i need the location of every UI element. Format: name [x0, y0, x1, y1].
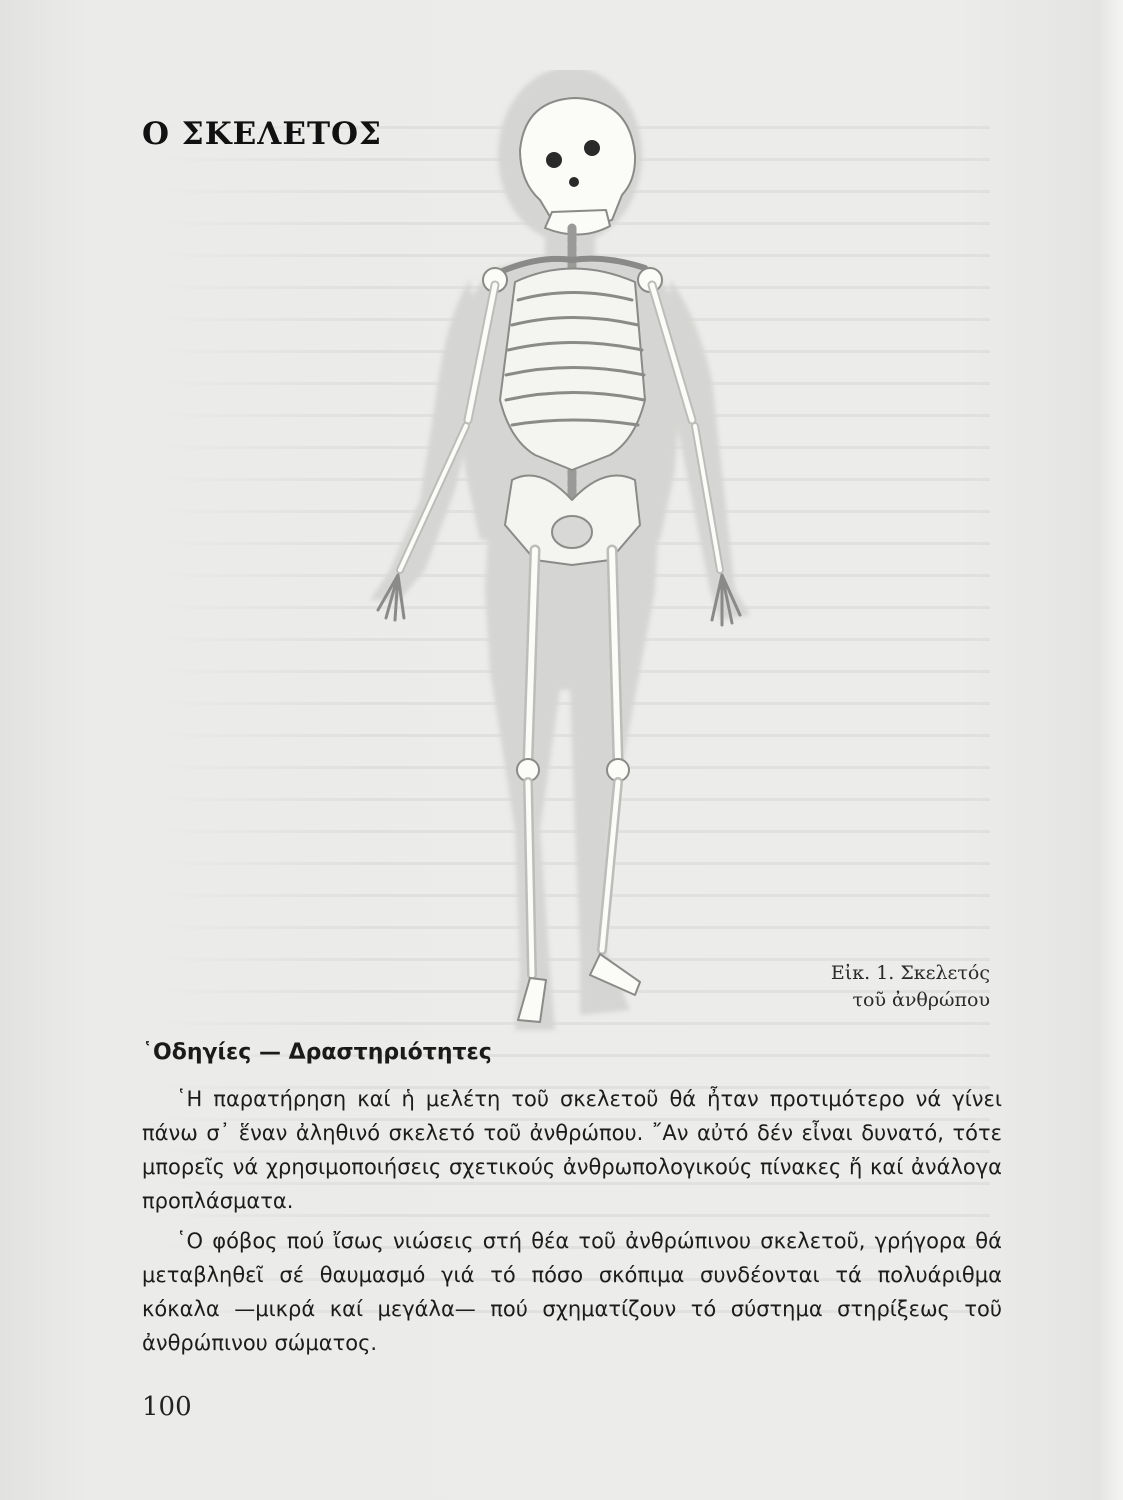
skeleton-illustration — [340, 70, 780, 1050]
body-text — [142, 1082, 1002, 1366]
section-heading: ῾Οδηγίες — Δραστηριότητες — [142, 1040, 492, 1065]
caption-line-1: Εἰκ. 1. Σκελετός — [830, 962, 990, 984]
paragraph: ῾Ο φόβος πού ἴσως νιώσεις στή θέα τοῦ ἀνθρώπινου σκελετοῦ, γρήγορα θά μεταβληθεῖ σέ θαυμασμό γιά τό πόσο σκόπιμα συνδέονται τά πολυάριθμα κόκαλα —μικρά καί μεγάλα— πού σχηματίζουν τό σύστημα στηρίξεως τοῦ ἀνθρώπινου σώματος. — [142, 1229, 1002, 1355]
page-title: Ο ΣΚΕΛΕΤΟΣ — [142, 116, 382, 152]
figure-caption — [790, 960, 990, 1014]
paragraph: ῾Η παρατήρηση καί ἡ μελέτη τοῦ σκελετοῦ θά ἦταν προτιμότερο νά γίνει πάνω σ᾿ ἕναν ἀληθινό σκελετό τοῦ ἀνθρώπου. ῎Αν αὐτό δέν εἶναι δυνατό, τότε μπορεῖς νά χρησιμοποιήσεις σχετικούς ἀνθρωπολογικούς πίνακες ἤ καί ἀνάλογα προπλάσματα. — [142, 1087, 1002, 1213]
page-edge — [1101, 0, 1123, 1500]
caption-line-2: τοῦ ἀνθρώπου — [852, 989, 990, 1011]
page-number: 100 — [142, 1392, 192, 1422]
